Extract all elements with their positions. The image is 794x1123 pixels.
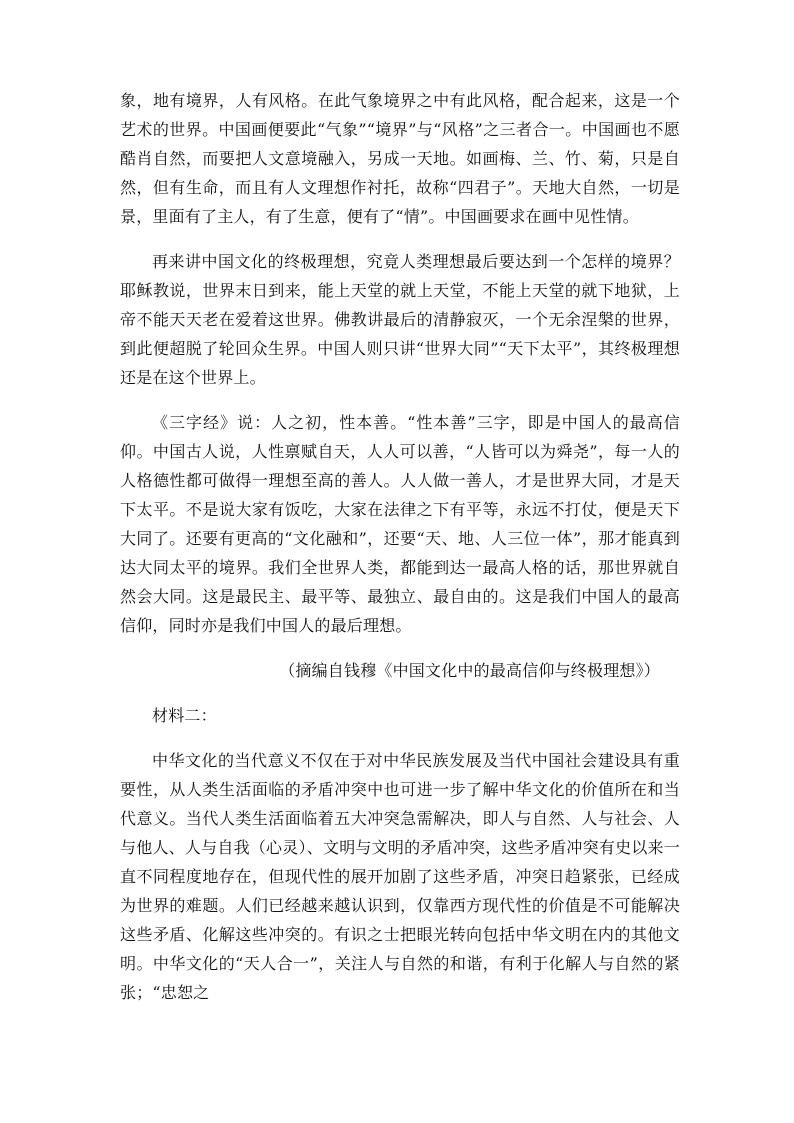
paragraph-gap <box>120 685 680 701</box>
paragraph-san-zi-jing: 《三字经》说：人之初，性本善。“性本善”三字，即是中国人的最高信仰。中国古人说，人性禀赋自天，人人可以善，“人皆可以为舜尧”，每一人的人格德性都可做得一理想至高的善人。人人做一善人，才是世界大同，才是天下太平。不是说大家有饭吃，大家在法律之下有平等，永远不打仗，便是天下大同了。还要有更高的“文化融和”，还要“天、地、人三位一体”，那才能真到达大同太平的境界。我们全世界人类，都能到达一最高人格的话，那世界就自然会大同。这是最民主、最平等、最独立、最自由的。这是我们中国人的最高信仰，同时亦是我们中国人的最后理想。 <box>120 413 680 635</box>
paragraph-gap <box>120 640 680 656</box>
paragraph-gap <box>120 231 680 247</box>
paragraph-ultimate-ideal: 再来讲中国文化的终极理想，究竟人类理想最后要达到一个怎样的境界？耶稣教说，世界末日到来，能上天堂的就上天堂，不能上天堂的就下地狱，上帝不能天天老在爱着这世界。佛教讲最后的清静寂灭，一个无余涅槃的世界，到此便超脱了轮回众生界。中国人则只讲“世界大同”“天下太平”，其终极理想还是在这个世界上。 <box>120 252 680 387</box>
source-citation: （摘编自钱穆《中国文化中的最高信仰与终极理想》） <box>279 661 660 680</box>
paragraph-art-world: 象，地有境界，人有风格。在此气象境界之中有此风格，配合起来，这是一个艺术的世界。中国画便要此“气象”“境界”与“风格”之三者合一。中国画也不愿酷肖自然，而要把人文意境融入，另成一天地。如画梅、兰、竹、菊，只是自然，但有生命，而且有人文理想作衬托，故称“四君子”。天地大自然，一切是景，里面有了主人，有了生意，便有了“情”。中国画要求在画中见性情。 <box>120 91 680 226</box>
document-body <box>120 86 680 1007</box>
material-two-label: 材料二： <box>152 706 217 725</box>
paragraph-contemporary-meaning: 中华文化的当代意义不仅在于对中华民族发展及当代中国社会建设具有重要性，从人类生活面临的矛盾冲突中也可进一步了解中华文化的价值所在和当代意义。当代人类生活面临着五大冲突急需解决，即人与自然、人与社会、人与他人、人与自我（心灵）、文明与文明的矛盾冲突，这些矛盾冲突有史以来一直不同程度地存在，但现代性的展开加剧了这些矛盾，冲突日趋紧张，已经成为世界的难题。人们已经越来越认识到，仅靠西方现代性的价值是不可能解决这些矛盾、化解这些冲突的。有识之士把眼光转向包括中华文明在内的其他文明。中华文化的“天人合一”，关注人与自然的和谐，有利于化解人与自然的紧张；“忠恕之 <box>120 751 680 1002</box>
paragraph-gap <box>120 392 680 408</box>
paragraph-gap <box>120 730 680 746</box>
